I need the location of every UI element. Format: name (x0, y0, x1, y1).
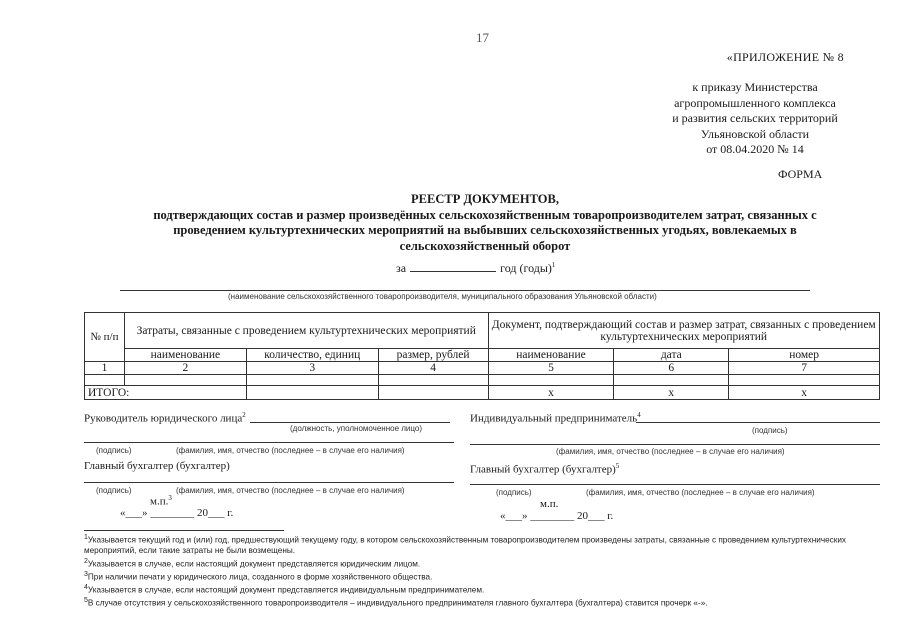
head-position-line[interactable] (250, 422, 450, 423)
table-cell[interactable] (729, 375, 880, 386)
num-header: № п/п (85, 313, 125, 362)
name-caption: (фамилия, имя, отчество (последнее – в случае его наличия) (586, 488, 815, 497)
entrepreneur-label (470, 411, 641, 425)
table-number-row (85, 362, 880, 375)
table-cell[interactable] (246, 375, 378, 386)
producer-caption: (наименование сельскохозяйственного товаропроизводителя, муниципального образования Ульяновской области) (228, 292, 657, 301)
period-suffix: год (годы) (500, 261, 552, 275)
footnote-number: 4 (84, 583, 88, 591)
footnote-item (84, 596, 880, 609)
form-label: ФОРМА (778, 167, 823, 181)
name-caption: (фамилия, имя, отчество (последнее – в случае его наличия) (176, 486, 405, 495)
total-mark: x (488, 386, 614, 400)
period-prefix: за (396, 261, 407, 275)
col-header: дата (614, 349, 729, 362)
footnote-number: 3 (84, 570, 88, 578)
appendix-heading: «ПРИЛОЖЕНИЕ № 8 (726, 50, 844, 64)
footnote-divider (84, 530, 284, 531)
registry-table (84, 312, 880, 400)
footnote-number: 1 (84, 534, 88, 541)
col-number: 3 (246, 362, 378, 375)
producer-name-line[interactable] (120, 290, 810, 291)
footnote-ref: 1 (551, 261, 556, 269)
col-header: номер (729, 349, 880, 362)
order-line: от 08.04.2020 № 14 (706, 142, 804, 156)
footnote-text: Указывается текущий год и (или) год, предшествующий текущему году, в котором сельскохозяйственным товаропроизводителем произведены затраты, связанные с проведением культуртехнических мероприятий, если такие затраты не были возмещены. (84, 535, 847, 556)
table-subheader-row (85, 349, 880, 362)
name-caption: (фамилия, имя, отчество (последнее – в случае его наличия) (176, 446, 405, 455)
order-line: агропромышленного комплекса (674, 95, 836, 110)
order-reference (640, 80, 870, 158)
footnote-item (84, 570, 880, 583)
title-line: сельскохозяйственный оборот (399, 238, 571, 253)
accountant-label-ip (470, 462, 619, 476)
signature-caption: (подпись) (496, 488, 532, 497)
signature-caption: (подпись) (96, 486, 132, 495)
footnote-ref: 2 (242, 411, 246, 419)
name-caption: (фамилия, имя, отчество (последнее – в случае его наличия) (556, 447, 785, 456)
col-number: 6 (614, 362, 729, 375)
table-header-row (85, 313, 880, 349)
order-line: Ульяновской области (700, 126, 810, 141)
document-title (120, 192, 850, 254)
table-cell[interactable] (614, 375, 729, 386)
title-line: РЕЕСТР ДОКУМЕНТОВ, (411, 192, 559, 206)
col-number: 7 (729, 362, 880, 375)
entrepreneur-label-text: Индивидуальный предприниматель (470, 412, 638, 425)
title-line: подтверждающих состав и размер произведённых сельскохозяйственным товаропроизводителем затрат, связанных с (153, 207, 817, 222)
title-line: проведением культуртехнических мероприятий на выбывших сельскохозяйственных угодьях, вовлекаемых в (173, 223, 797, 237)
signature-caption: (подпись) (752, 426, 788, 435)
order-line: к приказу Министерства (692, 80, 818, 94)
costs-group-header: Затраты, связанные с проведением культуртехнических мероприятий (124, 313, 488, 349)
total-mark: x (729, 386, 880, 400)
head-label-text: Руководитель юридического лица (84, 412, 243, 425)
footnote-ref: 5 (615, 462, 620, 470)
col-header: размер, рублей (378, 349, 488, 362)
footnote-text: В случае отсутствия у сельскохозяйственного товаропроизводителя – индивидуального предпринимателя главного бухгалтера (бухгалтера) ставится прочерк «-». (87, 598, 708, 608)
order-line: и развития сельских территорий (672, 111, 838, 125)
footnote-number: 5 (84, 596, 88, 604)
accountant-label: Главный бухгалтер (бухгалтер) (84, 460, 230, 472)
accountant-label-text: Главный бухгалтер (бухгалтер) (470, 463, 616, 476)
table-cell[interactable] (246, 386, 378, 400)
footnotes (84, 533, 880, 609)
stamp-label-ip: м.п. (540, 498, 559, 510)
footnote-item (84, 533, 880, 557)
signature-caption: (подпись) (96, 446, 132, 455)
entrepreneur-line[interactable] (636, 422, 880, 423)
head-position-caption: (должность, уполномоченное лицо) (290, 424, 422, 433)
footnote-text: Указывается в случае, если настоящий документ представляется индивидуальным предпринимателем. (87, 585, 485, 595)
footnote-item (84, 583, 880, 596)
doc-group-header: Документ, подтверждающий состав и размер затрат, связанных с проведением культуртехнических мероприятий (488, 313, 879, 349)
year-field[interactable] (410, 260, 496, 272)
table-cell[interactable] (85, 375, 125, 386)
footnote-item (84, 557, 880, 570)
table-cell[interactable] (124, 375, 246, 386)
footnote-text: Указывается в случае, если настоящий документ представляется юридическим лицом. (87, 559, 421, 569)
table-cell[interactable] (378, 386, 488, 400)
col-header: наименование (124, 349, 246, 362)
footnote-number: 2 (84, 557, 88, 565)
footnote-ref: 3 (168, 494, 172, 502)
table-row (85, 375, 880, 386)
col-header: количество, единиц (246, 349, 378, 362)
footnote-text: При наличии печати у юридического лица, созданного в форме хозяйственного общества. (87, 572, 433, 582)
head-label (84, 411, 246, 425)
col-number: 4 (378, 362, 488, 375)
accountant-ip-signature-line[interactable] (470, 484, 880, 485)
col-number: 2 (124, 362, 246, 375)
col-number: 5 (488, 362, 614, 375)
head-signature-line[interactable] (84, 442, 454, 443)
total-label: ИТОГО: (85, 386, 247, 400)
footnote-ref: 4 (637, 411, 641, 419)
stamp-text: м.п. (150, 495, 169, 508)
date-line-ip[interactable]: «___» ________ 20___ г. (500, 510, 614, 522)
entrepreneur-name-line[interactable] (470, 444, 880, 445)
period-line (396, 260, 555, 276)
date-line[interactable]: «___» ________ 20___ г. (120, 507, 234, 519)
table-cell[interactable] (488, 375, 614, 386)
col-number: 1 (85, 362, 125, 375)
total-mark: x (614, 386, 729, 400)
col-header: наименование (488, 349, 614, 362)
table-cell[interactable] (378, 375, 488, 386)
accountant-signature-line[interactable] (84, 482, 454, 483)
stamp-label (150, 494, 172, 508)
total-row (85, 386, 880, 400)
page-number: 17 (476, 30, 489, 45)
